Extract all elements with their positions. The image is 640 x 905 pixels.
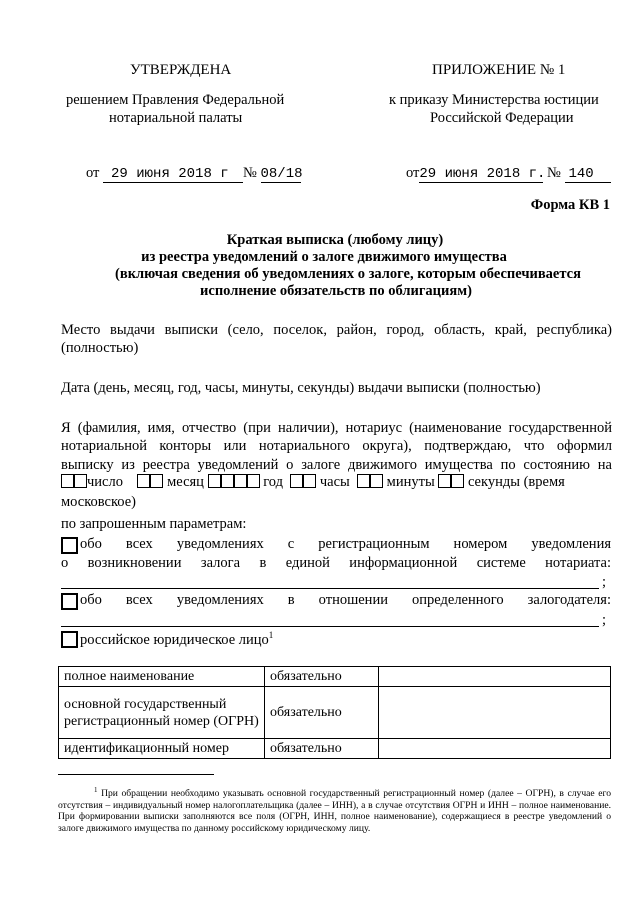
row-requirement: обязательно xyxy=(265,687,379,739)
legal-entity-table xyxy=(58,666,611,759)
approved-date-line xyxy=(86,165,301,183)
option2-fill-line[interactable] xyxy=(61,626,599,627)
notary-line2: нотариальной конторы или нотариального округа), подтверждаю, что оформил xyxy=(61,438,612,454)
option2-end: ; xyxy=(602,612,607,628)
approved-date-prefix: от xyxy=(86,165,100,181)
datetime-boxes-row xyxy=(61,474,565,491)
title-line3: (включая сведения об уведомлениях о залоге, которым обеспечивается xyxy=(115,266,581,282)
approved-title: УТВЕРЖДЕНА xyxy=(130,62,232,78)
notary-line5: московское) xyxy=(61,494,136,510)
option1-line2: о возникновении залога в единой информационной системе нотариата: xyxy=(61,555,611,571)
option1-fill-line[interactable] xyxy=(61,588,599,589)
option1-checkbox[interactable] xyxy=(61,537,78,554)
form-code: Форма КВ 1 xyxy=(530,197,610,213)
title-line2: из реестра уведомлений о залоге движимого имущества xyxy=(141,249,507,265)
appendix-date-line xyxy=(406,165,611,183)
notary-line3: выписку из реестра уведомлений о залоге движимого имущества по состоянию на xyxy=(61,457,612,473)
appendix-line1: к приказу Министерства юстиции xyxy=(389,92,599,108)
notary-line1: Я (фамилия, имя, отчество (при наличии), нотариус (наименование государственной xyxy=(61,420,612,436)
option1-line1: обо всех уведомлениях с регистрационным номером уведомления xyxy=(80,536,611,552)
minutes-label: минуты xyxy=(386,474,435,490)
appendix-date: 29 июня 2018 г. xyxy=(419,166,546,182)
approved-number: 08/18 xyxy=(260,166,303,182)
row-name: полное наименование xyxy=(59,667,265,687)
appendix-line2: Российской Федерации xyxy=(430,110,574,126)
appendix-number: 140 xyxy=(565,166,611,183)
seconds-boxes[interactable] xyxy=(438,474,464,490)
year-label: год xyxy=(263,474,283,490)
month-boxes[interactable] xyxy=(137,474,163,490)
year-boxes[interactable] xyxy=(208,474,260,490)
footnote-mark: 1 xyxy=(94,786,98,794)
footnote-text: При обращении необходимо указывать основной государственный регистрационный номер (далее – ОГРН), в случае его отсутствия – индивидуальный номер налогоплательщика (далее – ИНН), а в случае отсутствия ОГРН и ИНН – полное наименование. При формировании выписки заполняются все поля (ОГРН, ИНН, полное наименование), содержащиеся в реестре уведомлений о залоге движимого имущества по данному российскому юридическому лицу. xyxy=(58,788,611,834)
approved-by-line2: нотариальной палаты xyxy=(109,110,243,126)
option2-line1: обо всех уведомлениях в отношении определенного залогодателя: xyxy=(80,592,611,608)
footnote-separator xyxy=(58,774,214,775)
appendix-title: ПРИЛОЖЕНИЕ № 1 xyxy=(432,62,566,78)
footnote xyxy=(58,785,611,835)
document-title xyxy=(0,232,640,300)
option3-label-line xyxy=(80,630,273,649)
row-name: идентификационный номер xyxy=(59,739,265,759)
approved-no-prefix: № xyxy=(243,165,257,181)
minutes-boxes[interactable] xyxy=(357,474,383,490)
row-requirement: обязательно xyxy=(265,739,379,759)
appendix-no-prefix: № xyxy=(547,165,561,181)
row-value-cell[interactable] xyxy=(379,687,611,739)
approved-by-line1: решением Правления Федеральной xyxy=(66,92,285,108)
hours-label: часы xyxy=(319,474,350,490)
row-value-cell[interactable] xyxy=(379,667,611,687)
footnote-ref: 1 xyxy=(268,630,274,640)
seconds-label: секунды (время xyxy=(467,474,565,490)
table-row xyxy=(59,667,611,687)
title-line1: Краткая выписка (любому лицу) xyxy=(226,232,444,248)
appendix-date-prefix: от xyxy=(406,165,420,181)
table-row xyxy=(59,739,611,759)
table-row xyxy=(59,687,611,739)
row-value-cell[interactable] xyxy=(379,739,611,759)
row-requirement: обязательно xyxy=(265,667,379,687)
day-label: число xyxy=(87,474,123,490)
row-name: основной государственный регистрационный номер (ОГРН) xyxy=(59,687,265,739)
place-line1: Место выдачи выписки (село, поселок, район, город, область, край, республика) xyxy=(61,322,612,338)
approved-date: 29 июня 2018 г xyxy=(103,166,243,183)
date-line: Дата (день, месяц, год, часы, минуты, секунды) выдачи выписки (полностью) xyxy=(61,380,541,396)
option3-checkbox[interactable] xyxy=(61,631,78,648)
option3-label: российское юридическое лицо xyxy=(80,631,269,648)
title-line4: исполнение обязательств по облигациям) xyxy=(200,283,472,299)
place-line2: (полностью) xyxy=(61,340,139,356)
option1-end: ; xyxy=(602,574,607,590)
hours-boxes[interactable] xyxy=(290,474,316,490)
day-boxes[interactable] xyxy=(61,474,87,490)
option2-checkbox[interactable] xyxy=(61,593,78,610)
month-label: месяц xyxy=(167,474,204,490)
params-label: по запрошенным параметрам: xyxy=(61,516,247,532)
